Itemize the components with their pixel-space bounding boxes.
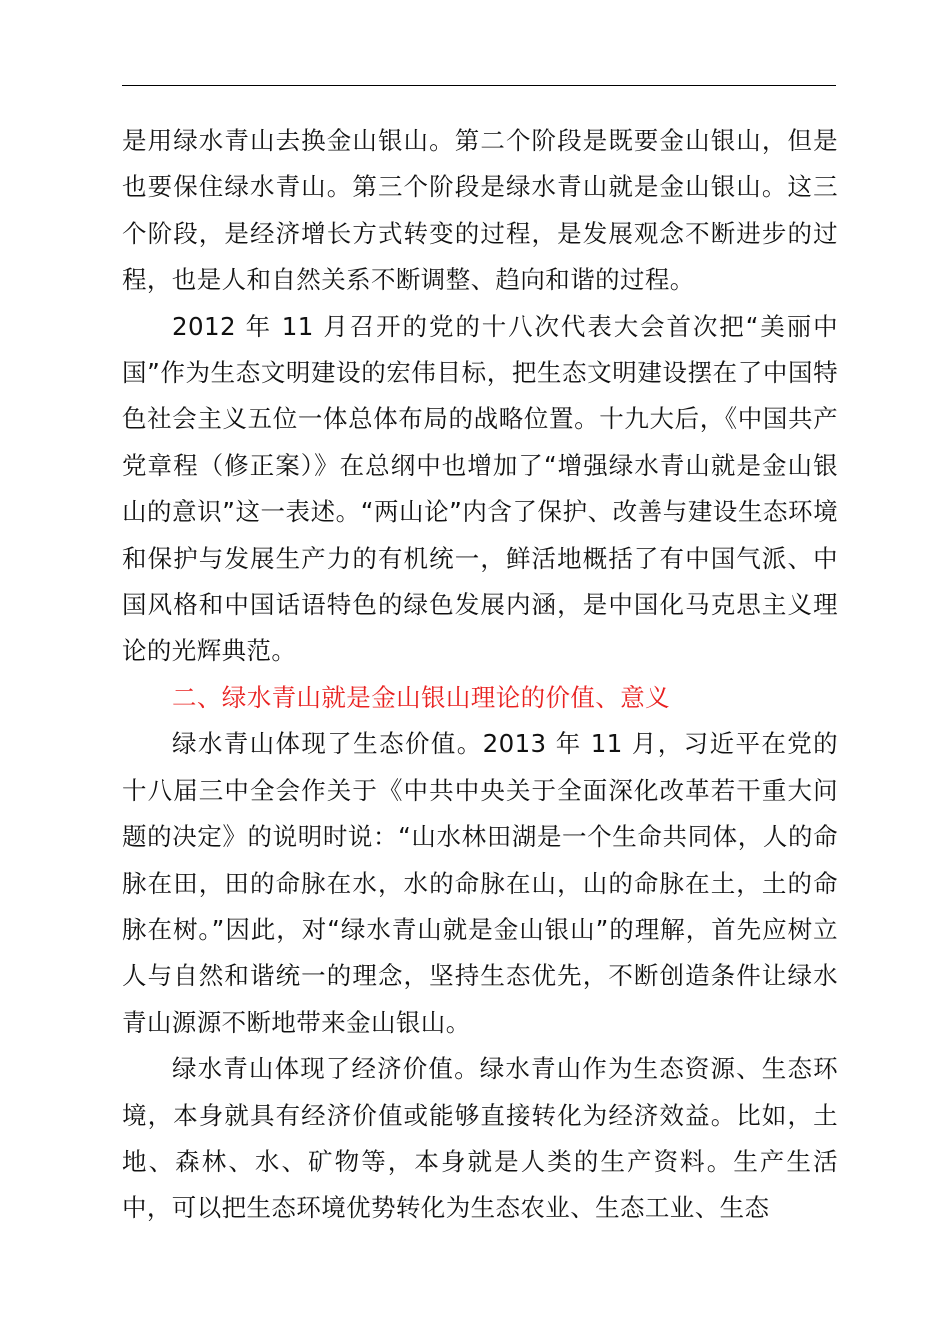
body-text	[122, 118, 838, 1232]
paragraph-ecological-value: 绿水青山体现了生态价值。2013 年 11 月，习近平在党的十八届三中全会作关于《中共中央关于全面深化改革若干重大问题的决定》的说明时说：“山水林田湖是一个生命共同体，人的命脉在田，田的命脉在水，水的命脉在山，山的命脉在土，土的命脉在树。”因此，对“绿水青山就是金山银山”的理解，首先应树立人与自然和谐统一的理念，坚持生态优先，不断创造条件让绿水青山源源不断地带来金山银山。	[122, 729, 838, 1037]
paragraph-economic-value: 绿水青山体现了经济价值。绿水青山作为生态资源、生态环境，本身就具有经济价值或能够直接转化为经济效益。比如，土地、森林、水、矿物等，本身就是人类的生产资料。生产生活中，可以把生态环境优势转化为生态农业、生态工业、生态	[122, 1054, 838, 1223]
header-rule	[122, 85, 836, 86]
paragraph-beautiful-china: 2012 年 11 月召开的党的十八次代表大会首次把“美丽中国”作为生态文明建设的宏伟目标，把生态文明建设摆在了中国特色社会主义五位一体总体布局的战略位置。十九大后，《中国共产党章程（修正案）》在总纲中也增加了“增强绿水青山就是金山银山的意识”这一表述。“两山论”内含了保护、改善与建设生态环境和保护与发展生产力的有机统一，鲜活地概括了有中国气派、中国风格和中国话语特色的绿色发展内涵，是中国化马克思主义理论的光辉典范。	[122, 311, 838, 666]
paragraph-continued: 是用绿水青山去换金山银山。第二个阶段是既要金山银山，但是也要保住绿水青山。第三个阶段是绿水青山就是金山银山。这三个阶段，是经济增长方式转变的过程，是发展观念不断进步的过程，也是人和自然关系不断调整、趋向和谐的过程。	[122, 126, 838, 295]
section-heading: 二、绿水青山就是金山银山理论的价值、意义	[172, 682, 670, 712]
